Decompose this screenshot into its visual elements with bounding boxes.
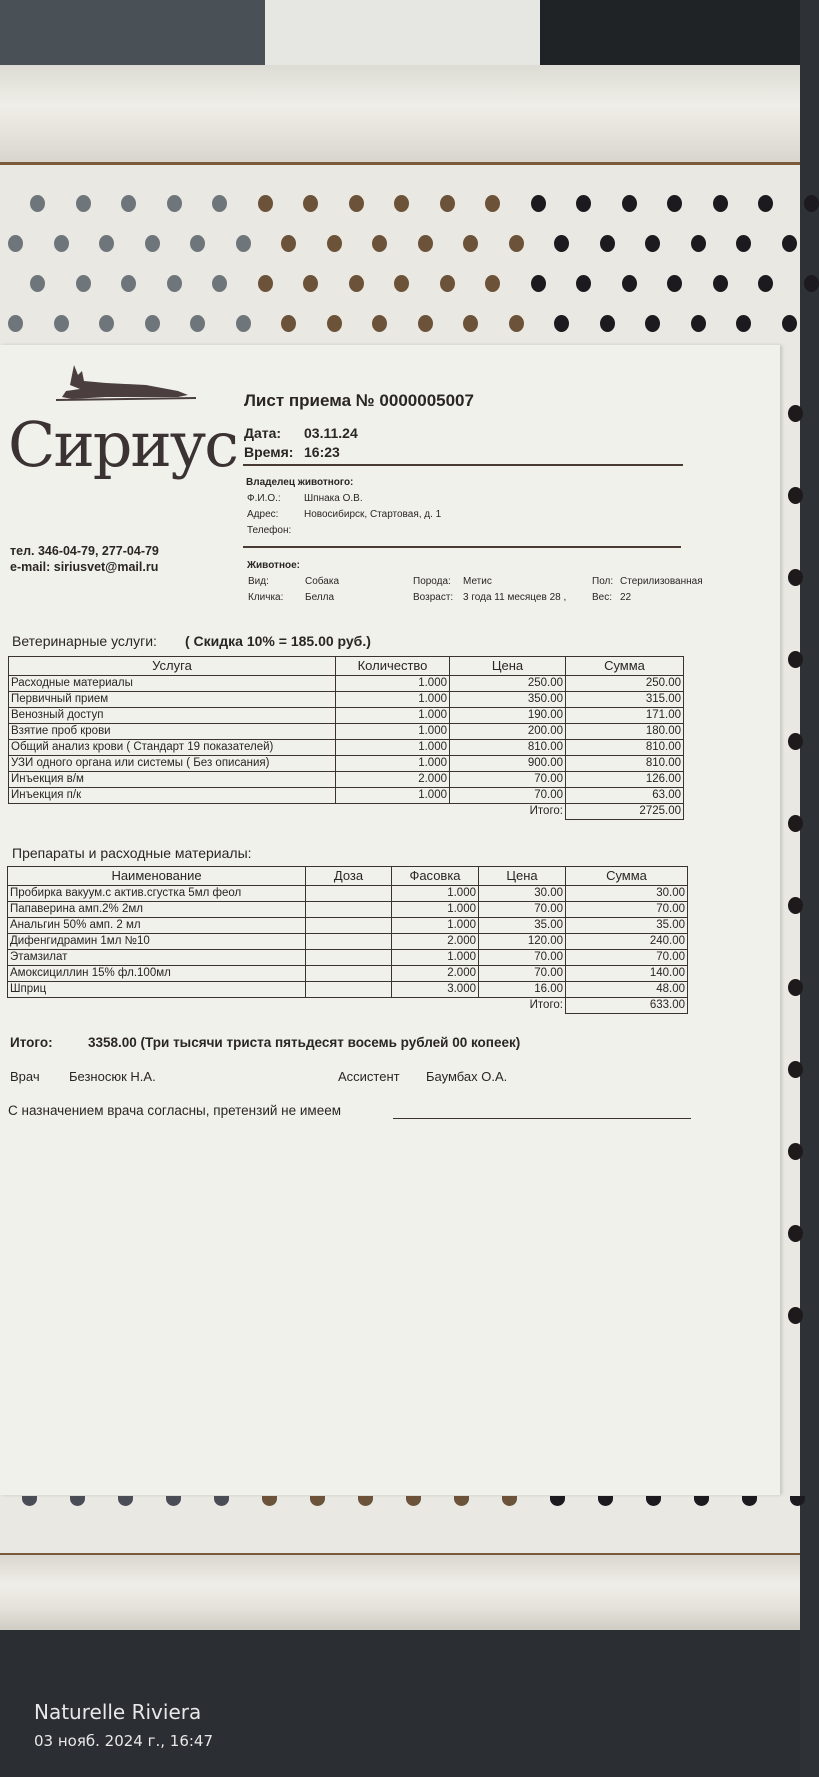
hole bbox=[667, 195, 682, 212]
doctor-name: Безносюк Н.А. bbox=[69, 1069, 156, 1084]
hole bbox=[509, 235, 524, 252]
hole bbox=[99, 315, 114, 332]
drugs-cell-dose bbox=[306, 918, 392, 934]
hole bbox=[788, 651, 803, 668]
hole bbox=[418, 315, 433, 332]
drugs-cell-dose bbox=[306, 982, 392, 998]
watermark-title: Naturelle Riviera bbox=[34, 1700, 202, 1724]
hole bbox=[121, 275, 136, 292]
hole bbox=[788, 1061, 803, 1078]
services-row bbox=[9, 676, 684, 692]
animal-weight-value: 22 bbox=[620, 592, 632, 603]
hole bbox=[372, 315, 387, 332]
hole bbox=[788, 815, 803, 832]
hole bbox=[788, 1143, 803, 1160]
hole bbox=[30, 275, 45, 292]
services-cell-name: Взятие проб крови bbox=[9, 724, 336, 740]
agreement-text: С назначением врача согласны, претензий не имеем bbox=[8, 1103, 341, 1118]
background-top-left bbox=[0, 0, 265, 70]
services-cell-name: УЗИ одного органа или системы ( Без описания) bbox=[9, 756, 336, 772]
drugs-cell-sum: 70.00 bbox=[566, 950, 688, 966]
hole bbox=[788, 1225, 803, 1242]
drugs-row bbox=[8, 950, 688, 966]
hole bbox=[167, 195, 182, 212]
column-header: Цена bbox=[450, 657, 566, 676]
hole bbox=[622, 195, 637, 212]
hole bbox=[327, 315, 342, 332]
hole bbox=[531, 195, 546, 212]
hole bbox=[713, 275, 728, 292]
drugs-total-label: Итого: bbox=[529, 999, 563, 1012]
services-title: Ветеринарные услуги: bbox=[12, 633, 157, 649]
hole bbox=[576, 275, 591, 292]
drugs-cell-sum: 240.00 bbox=[566, 934, 688, 950]
drugs-cell-sum: 70.00 bbox=[566, 902, 688, 918]
hole bbox=[554, 235, 569, 252]
clinic-logo bbox=[8, 355, 237, 505]
drugs-cell-pack: 3.000 bbox=[392, 982, 479, 998]
animal-name-label: Кличка: bbox=[248, 592, 284, 603]
hole bbox=[99, 235, 114, 252]
hole bbox=[372, 235, 387, 252]
owner-address-value: Новосибирск, Стартовая, д. 1 bbox=[304, 509, 442, 520]
hole bbox=[349, 195, 364, 212]
assistant-label: Ассистент bbox=[338, 1069, 400, 1084]
services-cell-name: Венозный доступ bbox=[9, 708, 336, 724]
services-cell-price: 70.00 bbox=[450, 772, 566, 788]
services-cell-price: 190.00 bbox=[450, 708, 566, 724]
drugs-cell-name: Амоксициллин 15% фл.100мл bbox=[8, 966, 306, 982]
clinic-email: e-mail: siriusvet@mail.ru bbox=[10, 560, 159, 574]
tray-holes bbox=[0, 195, 800, 355]
hole bbox=[258, 195, 273, 212]
hole bbox=[76, 275, 91, 292]
services-cell-price: 70.00 bbox=[450, 788, 566, 804]
hole bbox=[190, 235, 205, 252]
hole bbox=[30, 195, 45, 212]
divider bbox=[243, 546, 681, 548]
services-row bbox=[9, 772, 684, 788]
hole bbox=[212, 275, 227, 292]
hole bbox=[788, 487, 803, 504]
services-cell-qty: 1.000 bbox=[336, 708, 450, 724]
services-cell-name: Общий анализ крови ( Стандарт 19 показателей) bbox=[9, 740, 336, 756]
hole bbox=[281, 315, 296, 332]
hole bbox=[258, 275, 273, 292]
column-header: Количество bbox=[336, 657, 450, 676]
services-cell-qty: 1.000 bbox=[336, 692, 450, 708]
services-header-row bbox=[9, 657, 684, 676]
drugs-header-row bbox=[8, 867, 688, 886]
animal-sex-value: Стерилизованная bbox=[620, 576, 703, 587]
hole bbox=[236, 235, 251, 252]
services-cell-price: 900.00 bbox=[450, 756, 566, 772]
hole bbox=[782, 315, 797, 332]
hole bbox=[303, 275, 318, 292]
hole bbox=[145, 315, 160, 332]
drugs-cell-name: Анальгин 50% амп. 2 мл bbox=[8, 918, 306, 934]
hole bbox=[349, 275, 364, 292]
services-cell-sum: 810.00 bbox=[566, 756, 684, 772]
hole bbox=[303, 195, 318, 212]
hole bbox=[8, 315, 23, 332]
hole bbox=[782, 235, 797, 252]
hole bbox=[76, 195, 91, 212]
services-cell-sum: 180.00 bbox=[566, 724, 684, 740]
drugs-cell-pack: 1.000 bbox=[392, 918, 479, 934]
hole bbox=[463, 315, 478, 332]
hole bbox=[691, 235, 706, 252]
hole bbox=[54, 235, 69, 252]
drugs-cell-name: Шприц bbox=[8, 982, 306, 998]
column-header: Доза bbox=[306, 867, 392, 886]
services-cell-qty: 1.000 bbox=[336, 788, 450, 804]
owner-heading: Владелец животного: bbox=[246, 477, 354, 488]
hole bbox=[788, 897, 803, 914]
services-total-label: Итого: bbox=[529, 805, 563, 818]
services-cell-sum: 250.00 bbox=[566, 676, 684, 692]
hole bbox=[736, 235, 751, 252]
hole bbox=[281, 235, 296, 252]
column-header: Сумма bbox=[566, 657, 684, 676]
services-table bbox=[8, 656, 684, 820]
services-row bbox=[9, 708, 684, 724]
animal-sex-label: Пол: bbox=[592, 576, 614, 587]
services-cell-sum: 126.00 bbox=[566, 772, 684, 788]
hole bbox=[576, 195, 591, 212]
date-value: 03.11.24 bbox=[304, 425, 358, 441]
services-cell-price: 350.00 bbox=[450, 692, 566, 708]
time-row bbox=[244, 443, 340, 461]
hole bbox=[736, 315, 751, 332]
time-label: Время: bbox=[244, 444, 294, 460]
grand-total-label: Итого: bbox=[10, 1035, 53, 1050]
camera-watermark bbox=[34, 1700, 213, 1750]
services-total-row bbox=[9, 804, 684, 820]
drugs-cell-dose bbox=[306, 902, 392, 918]
drugs-cell-dose bbox=[306, 934, 392, 950]
drugs-cell-name: Дифенгидрамин 1мл №10 bbox=[8, 934, 306, 950]
date-label: Дата: bbox=[244, 425, 282, 441]
services-cell-qty: 1.000 bbox=[336, 724, 450, 740]
drugs-cell-dose bbox=[306, 886, 392, 902]
owner-phone-label: Телефон: bbox=[247, 525, 292, 536]
animal-species-value: Собака bbox=[305, 576, 339, 587]
grand-total-value: 3358.00 (Три тысячи триста пятьдесят восемь рублей 00 копеек) bbox=[88, 1035, 521, 1050]
hole bbox=[788, 733, 803, 750]
hole bbox=[788, 979, 803, 996]
grand-total bbox=[10, 1034, 520, 1051]
drugs-cell-price: 16.00 bbox=[479, 982, 566, 998]
drugs-cell-dose bbox=[306, 966, 392, 982]
logo-text: Сириус bbox=[8, 408, 237, 481]
hole bbox=[167, 275, 182, 292]
hole bbox=[622, 275, 637, 292]
hole bbox=[691, 315, 706, 332]
doctor-label: Врач bbox=[10, 1069, 40, 1084]
hole bbox=[600, 235, 615, 252]
hole bbox=[463, 235, 478, 252]
owner-name-label: Ф.И.О.: bbox=[247, 493, 281, 504]
date-row bbox=[244, 424, 358, 442]
drugs-row bbox=[8, 886, 688, 902]
animal-age-value: 3 года 11 месяцев 28 , bbox=[463, 592, 567, 603]
hole bbox=[531, 275, 546, 292]
watermark-datetime: 03 нояб. 2024 г., 16:47 bbox=[34, 1732, 214, 1750]
column-header: Сумма bbox=[566, 867, 688, 886]
services-cell-sum: 315.00 bbox=[566, 692, 684, 708]
hole bbox=[212, 195, 227, 212]
hole bbox=[485, 195, 500, 212]
clinic-phone: тел. 346-04-79, 277-04-79 bbox=[10, 544, 159, 558]
column-header: Фасовка bbox=[392, 867, 479, 886]
drugs-row bbox=[8, 902, 688, 918]
drugs-cell-sum: 35.00 bbox=[566, 918, 688, 934]
drugs-total-row bbox=[8, 998, 688, 1014]
drugs-row bbox=[8, 934, 688, 950]
hole bbox=[145, 235, 160, 252]
hole bbox=[667, 275, 682, 292]
column-header: Цена bbox=[479, 867, 566, 886]
hole bbox=[758, 275, 773, 292]
column-header: Наименование bbox=[8, 867, 306, 886]
services-cell-name: Инъекция п/к bbox=[9, 788, 336, 804]
hole bbox=[394, 195, 409, 212]
drugs-cell-price: 35.00 bbox=[479, 918, 566, 934]
hole bbox=[394, 275, 409, 292]
hole bbox=[554, 315, 569, 332]
owner-name-value: Шпнака О.В. bbox=[304, 493, 363, 504]
animal-species-label: Вид: bbox=[248, 576, 269, 587]
tray-rail-bottom bbox=[0, 1555, 800, 1630]
drugs-cell-sum: 140.00 bbox=[566, 966, 688, 982]
assistant-name: Баумбах О.А. bbox=[426, 1069, 508, 1084]
animal-age-label: Возраст: bbox=[413, 592, 454, 603]
drugs-cell-price: 70.00 bbox=[479, 950, 566, 966]
animal-weight-label: Вес: bbox=[592, 592, 613, 603]
hole bbox=[713, 195, 728, 212]
dog-icon bbox=[56, 355, 206, 405]
animal-breed-value: Метис bbox=[463, 576, 492, 587]
drugs-total-value: 633.00 bbox=[566, 998, 688, 1014]
hole bbox=[645, 315, 660, 332]
hole bbox=[804, 275, 819, 292]
hole bbox=[327, 235, 342, 252]
drugs-cell-name: Пробирка вакуум.с актив.сгустка 5мл феол bbox=[8, 886, 306, 902]
services-cell-qty: 2.000 bbox=[336, 772, 450, 788]
hole bbox=[790, 1496, 805, 1506]
document-title: Лист приема № 0000005007 bbox=[244, 391, 474, 410]
hole bbox=[440, 195, 455, 212]
hole bbox=[788, 1307, 803, 1324]
hole bbox=[440, 275, 455, 292]
background-top-right bbox=[540, 0, 800, 70]
drugs-cell-name: Этамзилат bbox=[8, 950, 306, 966]
animal-heading: Животное: bbox=[247, 560, 300, 571]
animal-breed-label: Порода: bbox=[413, 576, 451, 587]
services-row bbox=[9, 756, 684, 772]
services-row bbox=[9, 692, 684, 708]
hole bbox=[788, 405, 803, 422]
hole bbox=[645, 235, 660, 252]
animal-name-value: Белла bbox=[305, 592, 335, 603]
hole bbox=[758, 195, 773, 212]
tray-rail-top bbox=[0, 65, 800, 165]
services-cell-price: 250.00 bbox=[450, 676, 566, 692]
services-cell-qty: 1.000 bbox=[336, 756, 450, 772]
hole bbox=[485, 275, 500, 292]
services-cell-name: Первичный прием bbox=[9, 692, 336, 708]
hole bbox=[190, 315, 205, 332]
tray-edge-top bbox=[0, 162, 800, 165]
drugs-title: Препараты и расходные материалы: bbox=[12, 845, 252, 861]
drugs-cell-name: Папаверина амп.2% 2мл bbox=[8, 902, 306, 918]
time-value: 16:23 bbox=[304, 444, 340, 460]
drugs-cell-pack: 2.000 bbox=[392, 966, 479, 982]
services-discount: ( Скидка 10% = 185.00 руб.) bbox=[185, 633, 371, 649]
drugs-row bbox=[8, 982, 688, 998]
drugs-cell-sum: 48.00 bbox=[566, 982, 688, 998]
services-row bbox=[9, 740, 684, 756]
services-cell-price: 810.00 bbox=[450, 740, 566, 756]
services-cell-sum: 810.00 bbox=[566, 740, 684, 756]
drugs-cell-price: 70.00 bbox=[479, 902, 566, 918]
services-total-value: 2725.00 bbox=[566, 804, 684, 820]
hole bbox=[54, 315, 69, 332]
drugs-row bbox=[8, 918, 688, 934]
drugs-table bbox=[7, 866, 688, 1014]
divider bbox=[243, 464, 683, 466]
hole bbox=[804, 195, 819, 212]
services-cell-qty: 1.000 bbox=[336, 740, 450, 756]
drugs-cell-price: 30.00 bbox=[479, 886, 566, 902]
services-cell-name: Инъекция в/м bbox=[9, 772, 336, 788]
services-cell-sum: 63.00 bbox=[566, 788, 684, 804]
hole bbox=[509, 315, 524, 332]
owner-address-label: Адрес: bbox=[247, 509, 279, 520]
hole bbox=[788, 569, 803, 586]
receipt-paper bbox=[0, 345, 780, 1495]
drugs-cell-pack: 2.000 bbox=[392, 934, 479, 950]
drugs-cell-dose bbox=[306, 950, 392, 966]
services-row bbox=[9, 724, 684, 740]
services-row bbox=[9, 788, 684, 804]
drugs-cell-pack: 1.000 bbox=[392, 902, 479, 918]
services-cell-price: 200.00 bbox=[450, 724, 566, 740]
background-top-panel bbox=[265, 0, 540, 70]
clinic-contacts bbox=[10, 543, 159, 575]
drugs-cell-price: 70.00 bbox=[479, 966, 566, 982]
hole bbox=[236, 315, 251, 332]
hole bbox=[418, 235, 433, 252]
services-cell-name: Расходные материалы bbox=[9, 676, 336, 692]
hole bbox=[121, 195, 136, 212]
services-cell-qty: 1.000 bbox=[336, 676, 450, 692]
drugs-cell-price: 120.00 bbox=[479, 934, 566, 950]
drugs-cell-pack: 1.000 bbox=[392, 950, 479, 966]
drugs-cell-sum: 30.00 bbox=[566, 886, 688, 902]
services-cell-sum: 171.00 bbox=[566, 708, 684, 724]
drugs-row bbox=[8, 966, 688, 982]
column-header: Услуга bbox=[9, 657, 336, 676]
signature-line bbox=[393, 1118, 691, 1119]
drugs-cell-pack: 1.000 bbox=[392, 886, 479, 902]
hole bbox=[600, 315, 615, 332]
hole bbox=[8, 235, 23, 252]
